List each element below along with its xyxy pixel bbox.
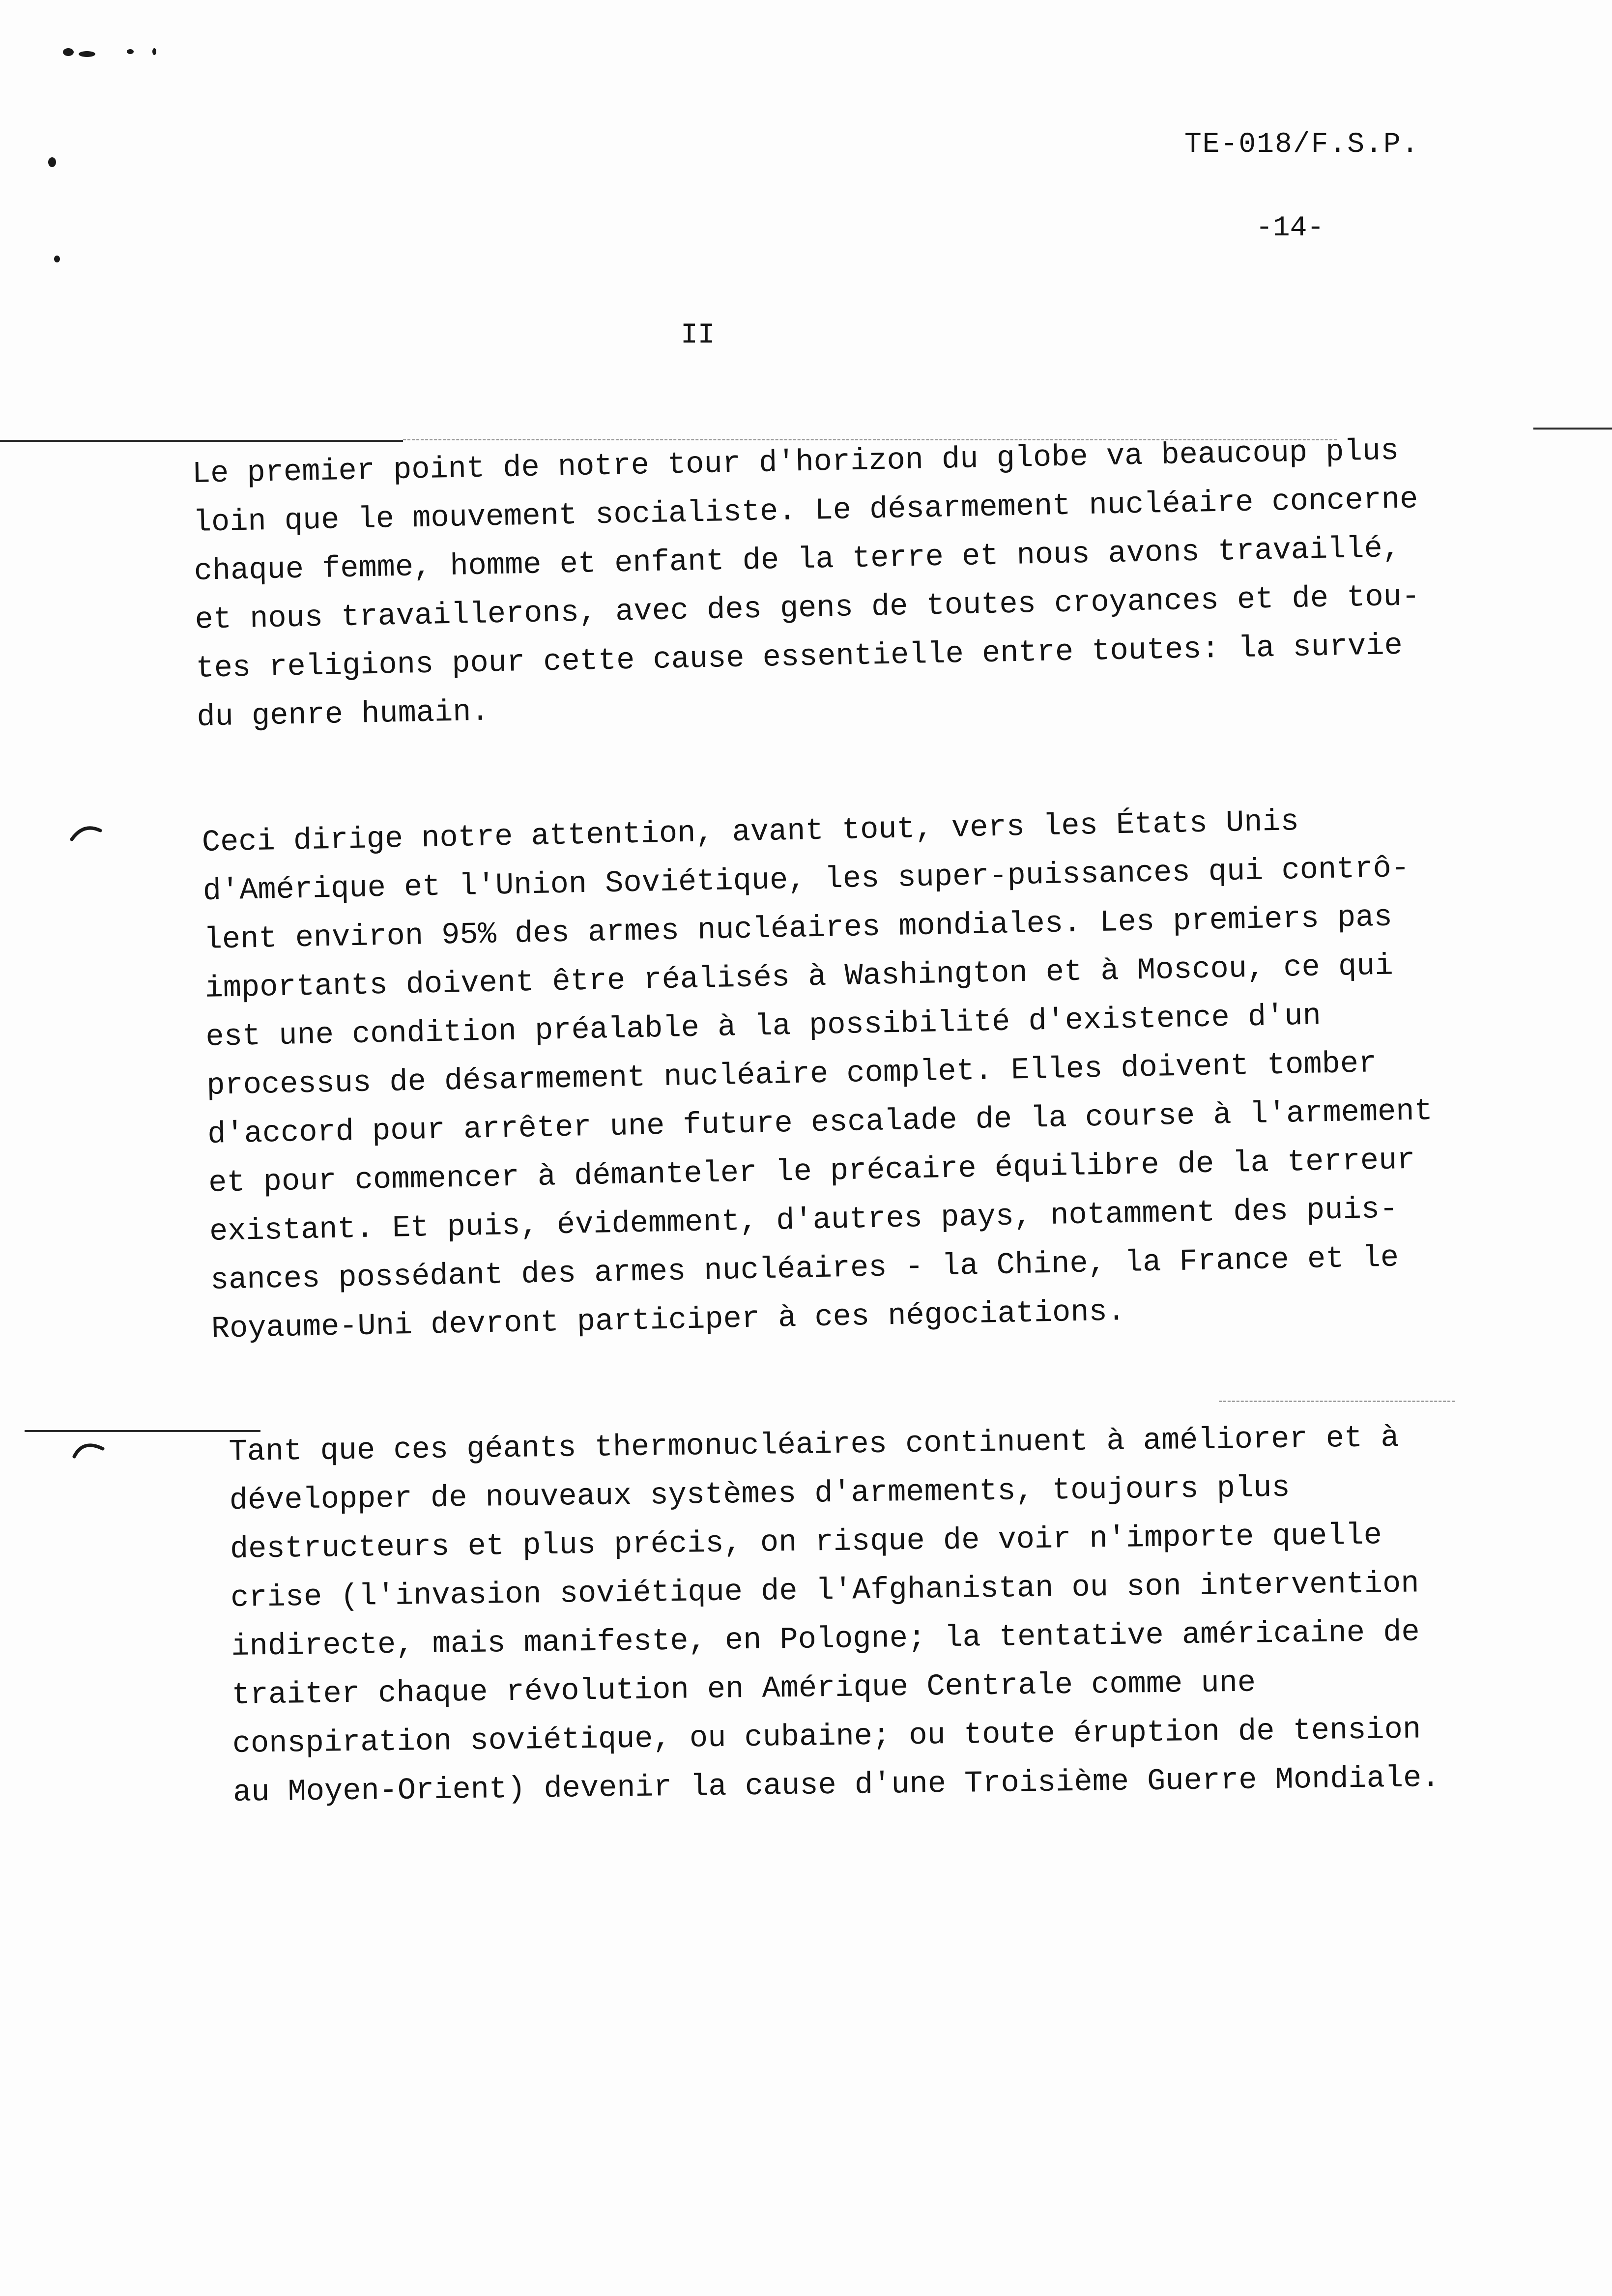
paragraph-2 [202, 795, 1437, 1353]
margin-bracket-mark [69, 822, 103, 841]
text-line: Royaume-Uni devront participer à ces négociations. [211, 1294, 1126, 1347]
text-line: sances possédant des armes nucléaires - la Chine, la France et le [210, 1240, 1399, 1298]
text-line: du genre humain. [196, 694, 490, 735]
text-line: Ceci dirige notre attention, avant tout, vers les États Unis [202, 804, 1299, 860]
scan-speck [48, 157, 56, 167]
text-line: traiter chaque révolution en Amérique Centrale comme une [231, 1665, 1256, 1713]
document-reference: TE-018/F.S.P. [1184, 129, 1420, 161]
text-line: loin que le mouvement socialiste. Le désarmement nucléaire concerne [193, 482, 1418, 540]
text-line: Le premier point de notre tour d'horizon du globe va beaucoup plus [192, 433, 1399, 491]
text-line: Tant que ces géants thermonucléaires continuent à améliorer et à [229, 1420, 1400, 1469]
scan-speck [152, 48, 156, 55]
scan-speck [127, 49, 134, 54]
separator-rule [1533, 428, 1612, 430]
text-line: lent environ 95% des armes nucléaires mondiales. Les premiers pas [203, 899, 1393, 957]
text-line: au Moyen-Orient) devenir la cause d'une Troisième Guerre Mondiale. [232, 1760, 1440, 1810]
text-line: est une condition préalable à la possibilité d'existence d'un [205, 998, 1322, 1055]
text-line: processus de désarmement nucléaire complet. Elles doivent tomber [206, 1046, 1377, 1103]
separator-rule [0, 440, 403, 442]
scan-speck [63, 48, 74, 56]
text-line: existant. Et puis, évidemment, d'autres pays, notamment des puis- [209, 1191, 1398, 1249]
margin-bracket-mark [71, 1439, 106, 1459]
text-line: conspiration soviétique, ou cubaine; ou toute éruption de tension [232, 1712, 1421, 1761]
text-line: d'Amérique et l'Union Soviétique, les super-puissances qui contrô- [202, 850, 1410, 909]
page-number: -14- [1256, 212, 1324, 244]
separator-rule [1219, 1401, 1455, 1402]
paragraph-3 [229, 1413, 1440, 1817]
text-line: d'accord pour arrêter une future escalade de la course à l'armement [207, 1093, 1433, 1152]
text-line: et nous travaillerons, avec des gens de toutes croyances et de tou- [194, 579, 1420, 637]
scan-speck [54, 256, 60, 262]
separator-rule [25, 1430, 260, 1432]
scan-speck [79, 51, 95, 57]
text-line: développer de nouveaux systèmes d'armements, toujours plus [229, 1470, 1291, 1518]
text-line: crise (l'invasion soviétique de l'Afghanistan ou son intervention [230, 1566, 1419, 1615]
text-line: importants doivent être réalisés à Washington et à Moscou, ce qui [204, 948, 1394, 1006]
text-line: destructeurs et plus précis, on risque de voir n'importe quelle [230, 1518, 1382, 1567]
text-line: chaque femme, homme et enfant de la terre et nous avons travaillé, [194, 530, 1401, 589]
text-line: tes religions pour cette cause essentielle entre toutes: la survie [195, 628, 1403, 686]
text-line: et pour commencer à démanteler le précaire équilibre de la terreur [208, 1142, 1416, 1201]
section-heading: II [681, 319, 715, 351]
text-line: indirecte, mais manifeste, en Pologne; la tentative américaine de [231, 1614, 1420, 1664]
paragraph-1 [192, 426, 1422, 742]
